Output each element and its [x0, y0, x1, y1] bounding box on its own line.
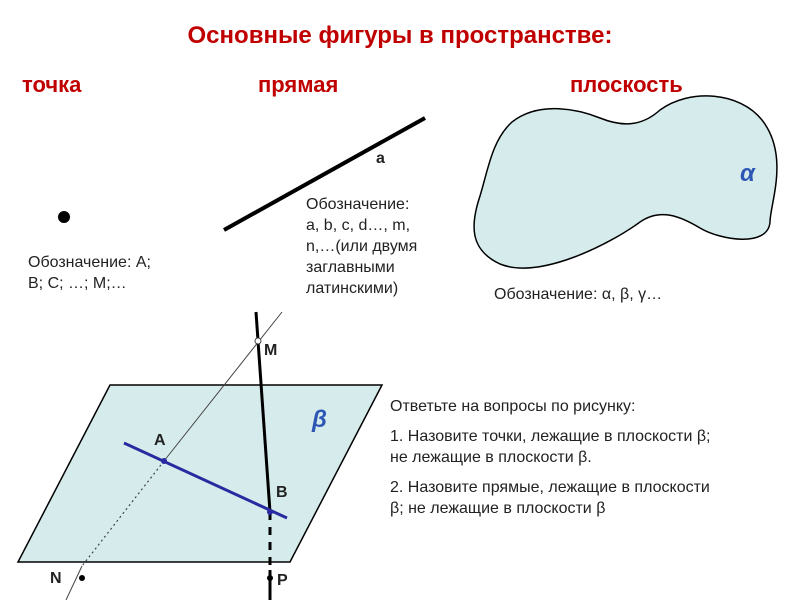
point-P: [267, 575, 273, 581]
point-notation: Обозначение: A; B; C; …; M;…: [28, 254, 151, 292]
label-N: N: [50, 570, 62, 587]
point-M: [255, 338, 261, 344]
line-a-label: a: [376, 150, 385, 167]
label-B: B: [276, 484, 288, 501]
page-title: Основные фигуры в пространстве:: [187, 22, 613, 49]
heading-plane: плоскость: [570, 72, 683, 97]
point-A: [161, 458, 167, 464]
label-M: M: [264, 342, 278, 359]
questions-intro: Ответьте на вопросы по рисунку:: [390, 398, 636, 415]
heading-line: прямая: [258, 72, 339, 97]
plane-beta-shape: [18, 385, 382, 562]
plane-alpha-label: α: [740, 160, 755, 187]
point-N: [79, 575, 85, 581]
question-2: 2. Назовите прямые, лежащие в плоскости β; не лежащие в плоскости β: [390, 479, 710, 517]
plane-notation: Обозначение: α, β, γ…: [494, 286, 663, 303]
line-notation: Обозначение: a, b, c, d…, m, n,…(или двумя заглавными латинскими): [306, 196, 418, 297]
label-P: P: [277, 572, 288, 589]
heading-point: точка: [22, 72, 82, 97]
plane-beta-label: β: [312, 406, 327, 433]
line-N-tail: [66, 566, 82, 600]
point-B: [267, 509, 273, 515]
question-1: 1. Назовите точки, лежащие в плоскости β; не лежащие в плоскости β.: [390, 428, 711, 466]
questions-block: [390, 396, 710, 519]
label-A: A: [154, 432, 166, 449]
point-dot: [58, 211, 70, 223]
plane-alpha-shape: [474, 96, 777, 268]
